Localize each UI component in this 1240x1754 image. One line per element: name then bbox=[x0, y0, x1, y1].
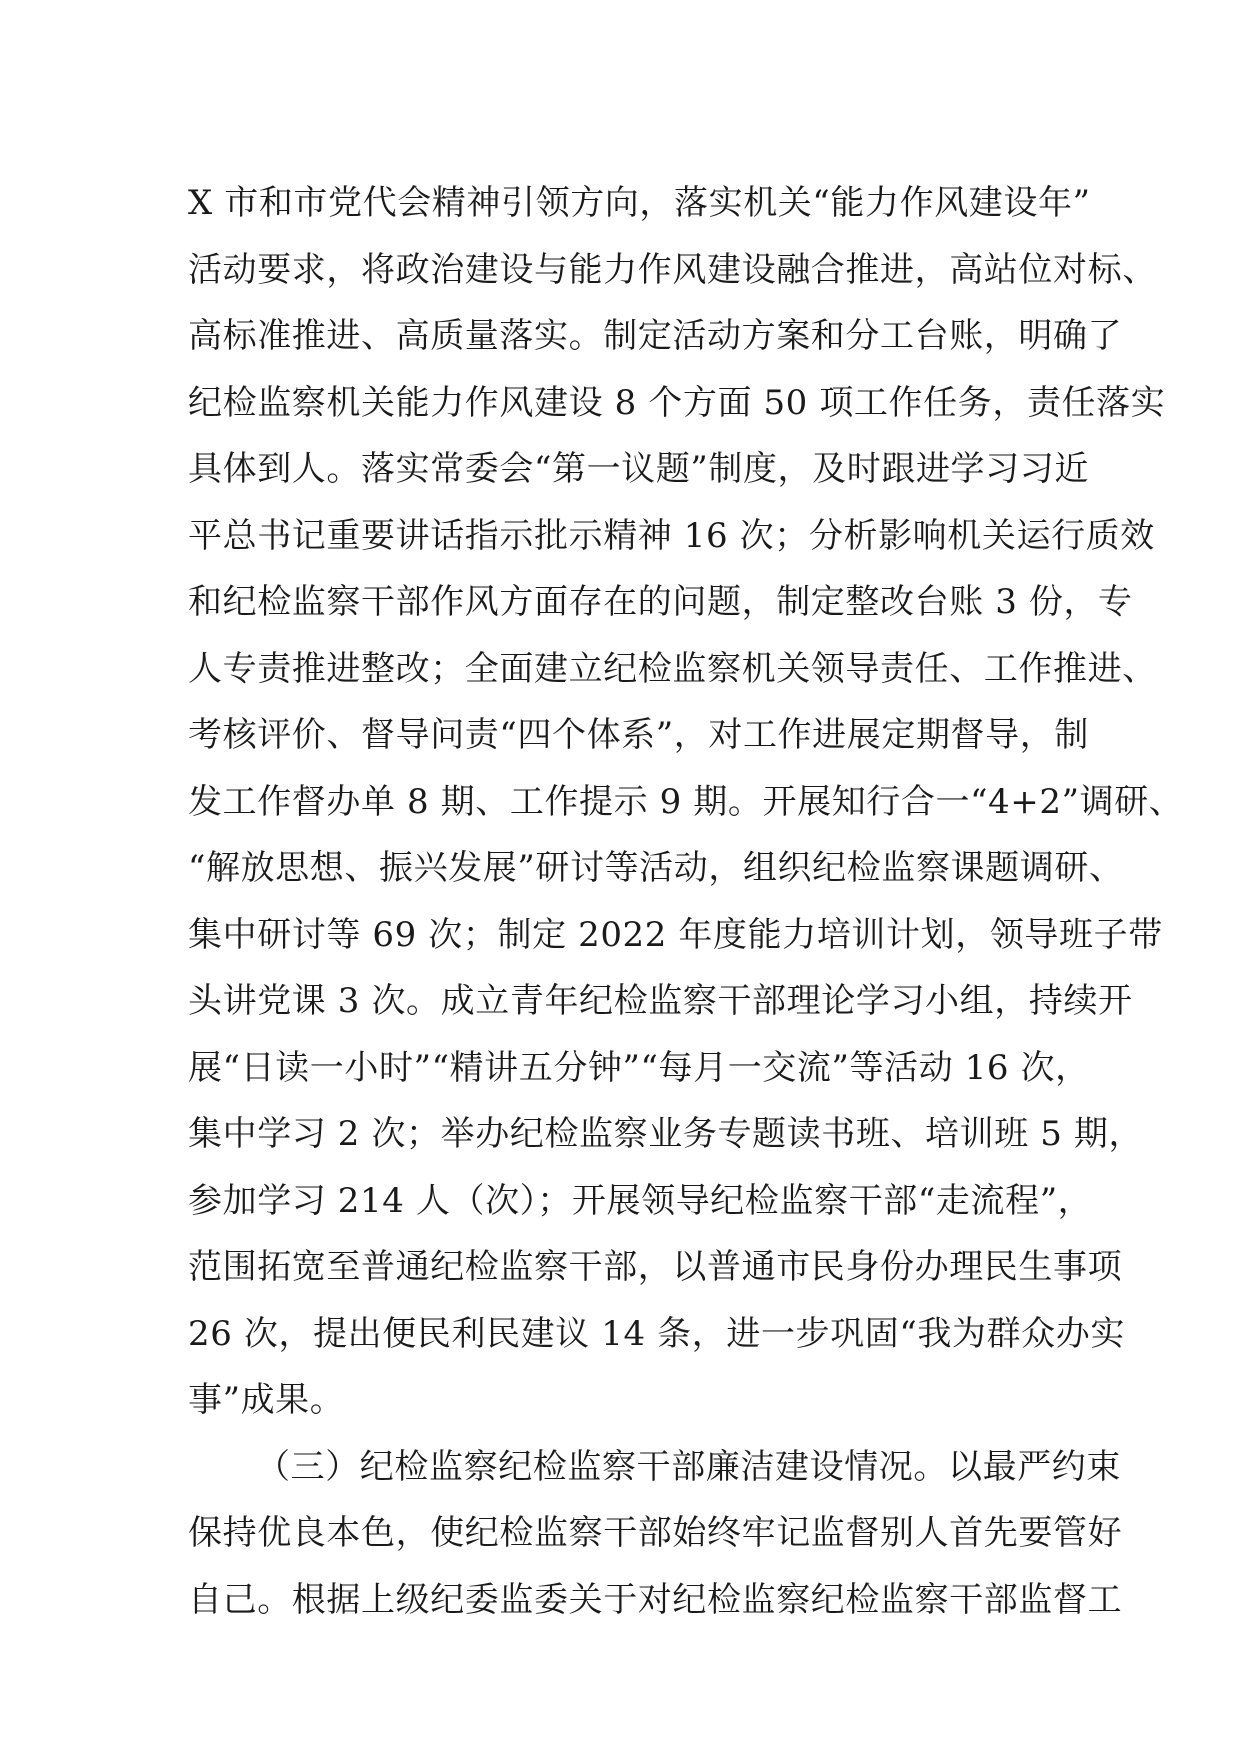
section-heading-line: （三）纪检监察纪检监察干部廉洁建设情况。以最严约束 bbox=[256, 1446, 1121, 1487]
text-line: 展“日读一小时”“精讲五分钟”“每月一交流”等活动 16 次， bbox=[188, 1047, 1090, 1088]
text-line: 高标准推进、高质量落实。制定活动方案和分工台账，明确了 bbox=[188, 316, 1123, 356]
text-line: 事”成果。 bbox=[188, 1380, 345, 1420]
text-line: 参加学习 214 人（次）；开展领导纪检监察干部“走流程”， bbox=[188, 1180, 1093, 1221]
text-line: 纪检监察机关能力作风建设 8 个方面 50 项工作任务，责任落实 bbox=[188, 382, 1166, 423]
text-line: 活动要求，将政治建设与能力作风建设融合推进，高站位对标、 bbox=[188, 249, 1157, 290]
text-line: 集中研讨等 69 次；制定 2022 年度能力培训计划，领导班子带 bbox=[188, 914, 1163, 955]
text-line: 保持优良本色，使纪检监察干部始终牢记监督别人首先要管好 bbox=[188, 1513, 1123, 1553]
text-line: 自己。根据上级纪委监委关于对纪检监察纪检监察干部监督工 bbox=[188, 1579, 1123, 1620]
body-text bbox=[188, 170, 1184, 1633]
text-line: “解放思想、振兴发展”研讨等活动，组织纪检监察课题调研、 bbox=[188, 848, 1124, 888]
text-line: 集中学习 2 次；举办纪检监察业务专题读书班、培训班 5 期， bbox=[188, 1114, 1144, 1154]
text-line: 具体到人。落实常委会“第一议题”制度，及时跟进学习习近 bbox=[188, 449, 1089, 489]
text-line: 26 次，提出便民利民建议 14 条，进一步巩固“我为群众办实 bbox=[188, 1313, 1125, 1354]
text-line: 发工作督办单 8 期、工作提示 9 期。开展知行合一“4+2”调研、 bbox=[188, 781, 1184, 822]
text-line: 头讲党课 3 次。成立青年纪检监察干部理论学习小组，持续开 bbox=[188, 981, 1133, 1021]
text-line: 平总书记重要讲话指示批示精神 16 次；分析影响机关运行质效 bbox=[188, 515, 1155, 556]
text-line: 人专责推进整改；全面建立纪检监察机关领导责任、工作推进、 bbox=[188, 648, 1157, 689]
text-line: 考核评价、督导问责“四个体系”，对工作进展定期督导，制 bbox=[188, 715, 1089, 755]
text-line: X 市和市党代会精神引领方向，落实机关“能力作风建设年” bbox=[188, 183, 1091, 223]
text-line: 范围拓宽至普通纪检监察干部，以普通市民身份办理民生事项 bbox=[188, 1247, 1123, 1287]
text-line: 和纪检监察干部作风方面存在的问题，制定整改台账 3 份，专 bbox=[188, 582, 1133, 622]
